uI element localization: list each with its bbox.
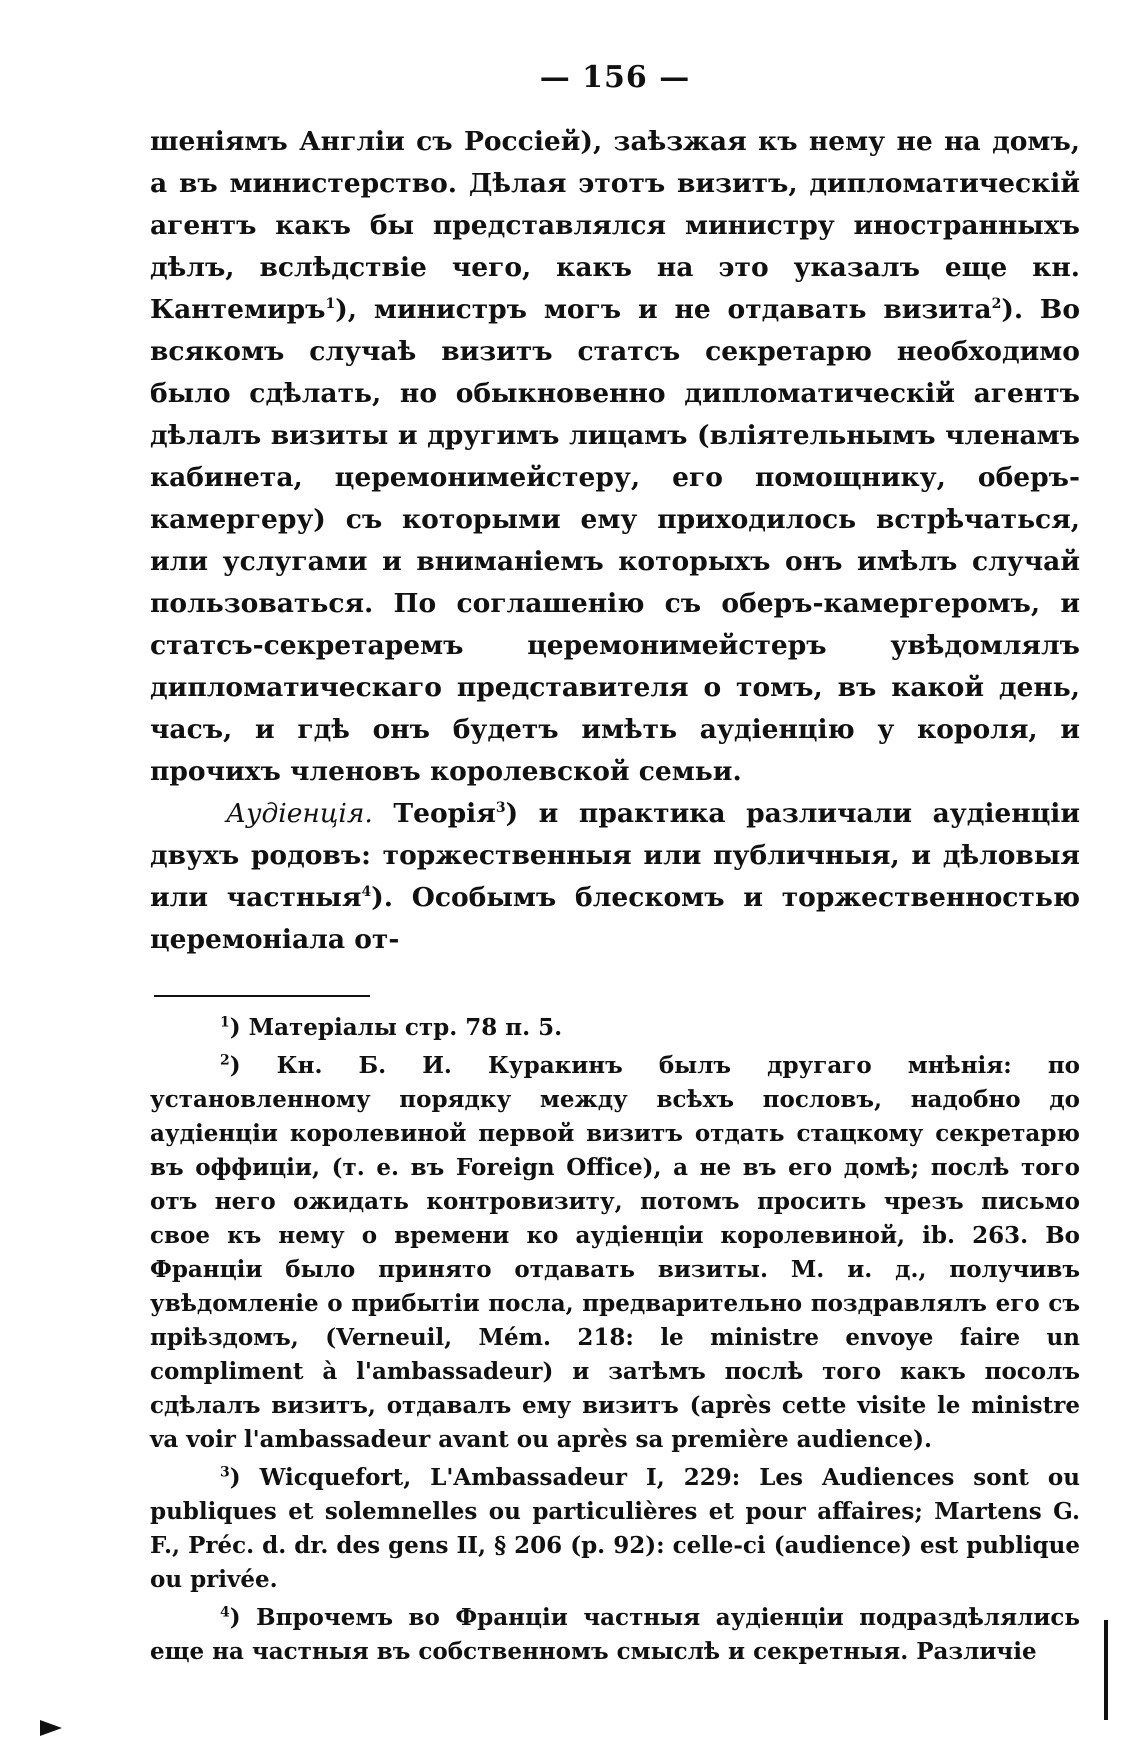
footnote-mark-3: 3 bbox=[220, 1464, 230, 1481]
scan-margin-line bbox=[1104, 1620, 1108, 1720]
book-page bbox=[150, 60, 1080, 1673]
paragraph-2-text-b: ) и практика различали аудіенціи двухъ родовъ: торжественныя или публичныя, и дѣловыя или частныя bbox=[150, 798, 1080, 913]
paragraph-1-text-b: ), министръ могъ и не отдавать визита bbox=[335, 294, 992, 325]
footnote-mark-1: 1 bbox=[220, 1014, 230, 1031]
paragraph-2 bbox=[150, 793, 1080, 961]
footnote-ref-3[interactable]: 3 bbox=[495, 800, 506, 817]
footnotes bbox=[150, 1011, 1080, 1669]
footnote-1-text: ) Матеріалы стр. 78 п. 5. bbox=[229, 1014, 563, 1041]
footnote-4-text: ) Впрочемъ во Франціи частныя аудіенціи подраздѣлялись еще на частныя въ собственномъ смыслѣ и секретныя. Различіе bbox=[150, 1604, 1080, 1665]
paragraph-1-text-c: ). Во всякомъ случаѣ визитъ статсъ секретарю необходимо было сдѣлать, но обыкновенно дипломатическій агентъ дѣлалъ визиты и другимъ лицамъ (вліятельнымъ членамъ кабинета, церемонимейстеру, его помощнику, оберъ-камергеру) съ которыми ему приходилось встрѣчаться, или услугами и вниманіемъ которыхъ онъ имѣлъ случай пользоваться. По соглашенію съ оберъ-камергеромъ, и статсъ-секретаремъ церемонимейстеръ увѣдомлялъ дипломатическаго представителя о томъ, въ какой день, часъ, и гдѣ онъ будетъ имѣть аудіенцію у короля, и прочихъ членовъ королевской семьи. bbox=[150, 294, 1080, 787]
footnote-3 bbox=[150, 1461, 1080, 1597]
page-number: — 156 — bbox=[539, 60, 691, 95]
footnote-2 bbox=[150, 1049, 1080, 1457]
footnote-mark-2: 2 bbox=[220, 1052, 230, 1069]
paragraph-1-text-a: шеніямъ Англіи съ Россіей), заѣзжая къ нему не на домъ, а въ министерство. Дѣлая этотъ визитъ, дипломатическій агентъ какъ бы представлялся министру иностранныхъ дѣлъ, вслѣдствіе чего, какъ на это указалъ еще кн. Кантемиръ bbox=[150, 126, 1080, 325]
footnote-1 bbox=[150, 1011, 1080, 1045]
section-heading-audience: Аудіенція. bbox=[226, 798, 373, 829]
footnote-4 bbox=[150, 1601, 1080, 1669]
footnote-mark-4: 4 bbox=[220, 1604, 230, 1621]
footnote-ref-1[interactable]: 1 bbox=[325, 296, 336, 313]
paragraph-2-text-a: Теорія bbox=[372, 798, 496, 829]
footnote-ref-4[interactable]: 4 bbox=[361, 884, 372, 901]
footnote-divider bbox=[154, 995, 370, 997]
paragraph-2-text-c: ). Особымъ блескомъ и торжественностью церемоніала от- bbox=[150, 882, 1081, 955]
footnote-ref-2[interactable]: 2 bbox=[991, 296, 1002, 313]
footnote-3-text: ) Wicquefort, L'Ambassadeur I, 229: Les Audiences sont ou publiques et solemnelles ou particulières et pour affaires; Martens G. F., Préc. d. dr. des gens II, § 206 (p. 92): celle-ci (audience) est publique ou privée. bbox=[150, 1464, 1080, 1593]
footnote-2-text: ) Кн. Б. И. Куракинъ былъ другаго мнѣнія: по установленному порядку между всѣхъ пословъ, надобно до аудіенціи королевиной первой визитъ отдать стацкому секретарю въ оффиціи, (т. е. въ Foreign Office), а не въ его домѣ; послѣ того отъ него ожидать контровизиту, потомъ просить чрезъ письмо свое къ нему о времени ко аудіенціи королевиной, ib. 263. Во Франціи было принято отдавать визиты. М. и. д., получивъ увѣдомленіе о прибытіи посла, предварительно поздравлялъ его съ пріѣздомъ, (Verneuil, Mém. 218: le ministre envoye faire un compliment à l'ambassadeur) и затѣмъ послѣ того какъ посолъ сдѣлалъ визитъ, отдавалъ ему визитъ (après cette visite le ministre va voir l'ambassadeur avant ou après sa première audience). bbox=[150, 1052, 1080, 1453]
scan-edge-arrow-icon bbox=[40, 1720, 62, 1736]
paragraph-1 bbox=[150, 121, 1080, 793]
main-text bbox=[150, 121, 1080, 961]
